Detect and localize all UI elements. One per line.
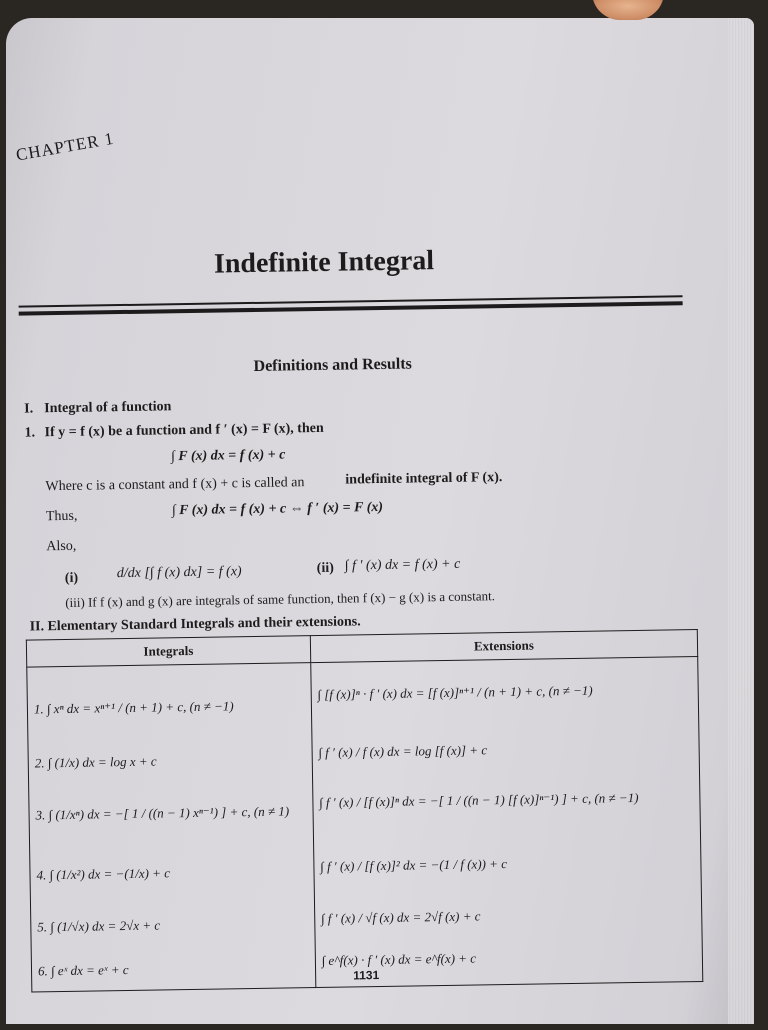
integral-row-4: 4. ∫ (1/x²) dx = −(1/x) + c [36,865,171,883]
integral-row-3: 3. ∫ (1/xⁿ) dx = −[ 1 / ((n − 1) xⁿ⁻¹) ] + c, (n ≠ 1) [35,803,290,823]
col-extensions-header: Extensions [310,630,698,663]
extension-row-2: ∫ f ′ (x) / f (x) dx = log [f (x)] + c [318,742,488,760]
part2-heading: II. Elementary Standard Integrals and their extensions. [29,614,361,635]
iii-text: (iii) If f (x) and g (x) are integrals of same function, then f (x) − g (x) is a constant. [65,588,496,610]
integral-row-2: 2. ∫ (1/x) dx = log x + c [34,753,157,771]
page-title: Indefinite Integral [213,245,435,280]
part1-roman: I. [24,401,34,417]
col-integrals-header: Integrals [26,636,310,667]
chapter-label: CHAPTER 1 [14,128,116,165]
i-formula: d/dx [∫ f (x) dx] = f (x) [116,564,242,582]
integrals-table [26,629,703,993]
ii-label: (ii) [316,560,334,576]
also-label: Also, [46,538,77,555]
formula-2: ∫ F (x) dx = f (x) + c ⇔ f ′ (x) = F (x) [171,499,384,519]
extensions-column [310,657,702,988]
extension-row-6: ∫ e^f(x) · f ′ (x) dx = e^f(x) + c [321,950,477,968]
where-text: Where c is a constant and f (x) + c is called an [45,475,305,495]
extension-row-3: ∫ f ′ (x) / [f (x)]ⁿ dx = −[ 1 / ((n − 1) [f (x)]ⁿ⁻¹) ] + c, (n ≠ −1) [319,789,639,810]
integral-row-6: 6. ∫ eˣ dx = eˣ + c [37,962,129,979]
part1-item-num: 1. [24,425,36,441]
part1-item-text: If y = f (x) be a function and f ′ (x) = F (x), then [44,420,324,441]
extension-row-5: ∫ f ′ (x) / √f (x) dx = 2√f (x) + c [320,908,481,926]
where-bold: indefinite integral of F (x). [345,470,503,488]
i-label: (i) [64,570,79,586]
extension-row-4: ∫ f ′ (x) / [f (x)]² dx = −(1 / f (x)) + c [320,856,508,874]
ii-formula: ∫ f ′ (x) dx = f (x) + c [344,556,461,574]
section-heading: Definitions and Results [253,355,412,375]
integral-row-1: 1. ∫ xⁿ dx = xⁿ⁺¹ / (n + 1) + c, (n ≠ −1) [33,698,234,717]
part1-heading: Integral of a function [44,399,172,417]
thus-label: Thus, [45,508,78,525]
extension-row-1: ∫ [f (x)]ⁿ · f ′ (x) dx = [f (x)]ⁿ⁺¹ / (n + 1) + c, (n ≠ −1) [317,682,593,703]
integrals-column [27,663,316,992]
page-number: 1131 [353,968,380,983]
integral-row-5: 5. ∫ (1/√x) dx = 2√x + c [37,917,161,935]
formula-1: ∫ F (x) dx = f (x) + c [170,447,286,465]
